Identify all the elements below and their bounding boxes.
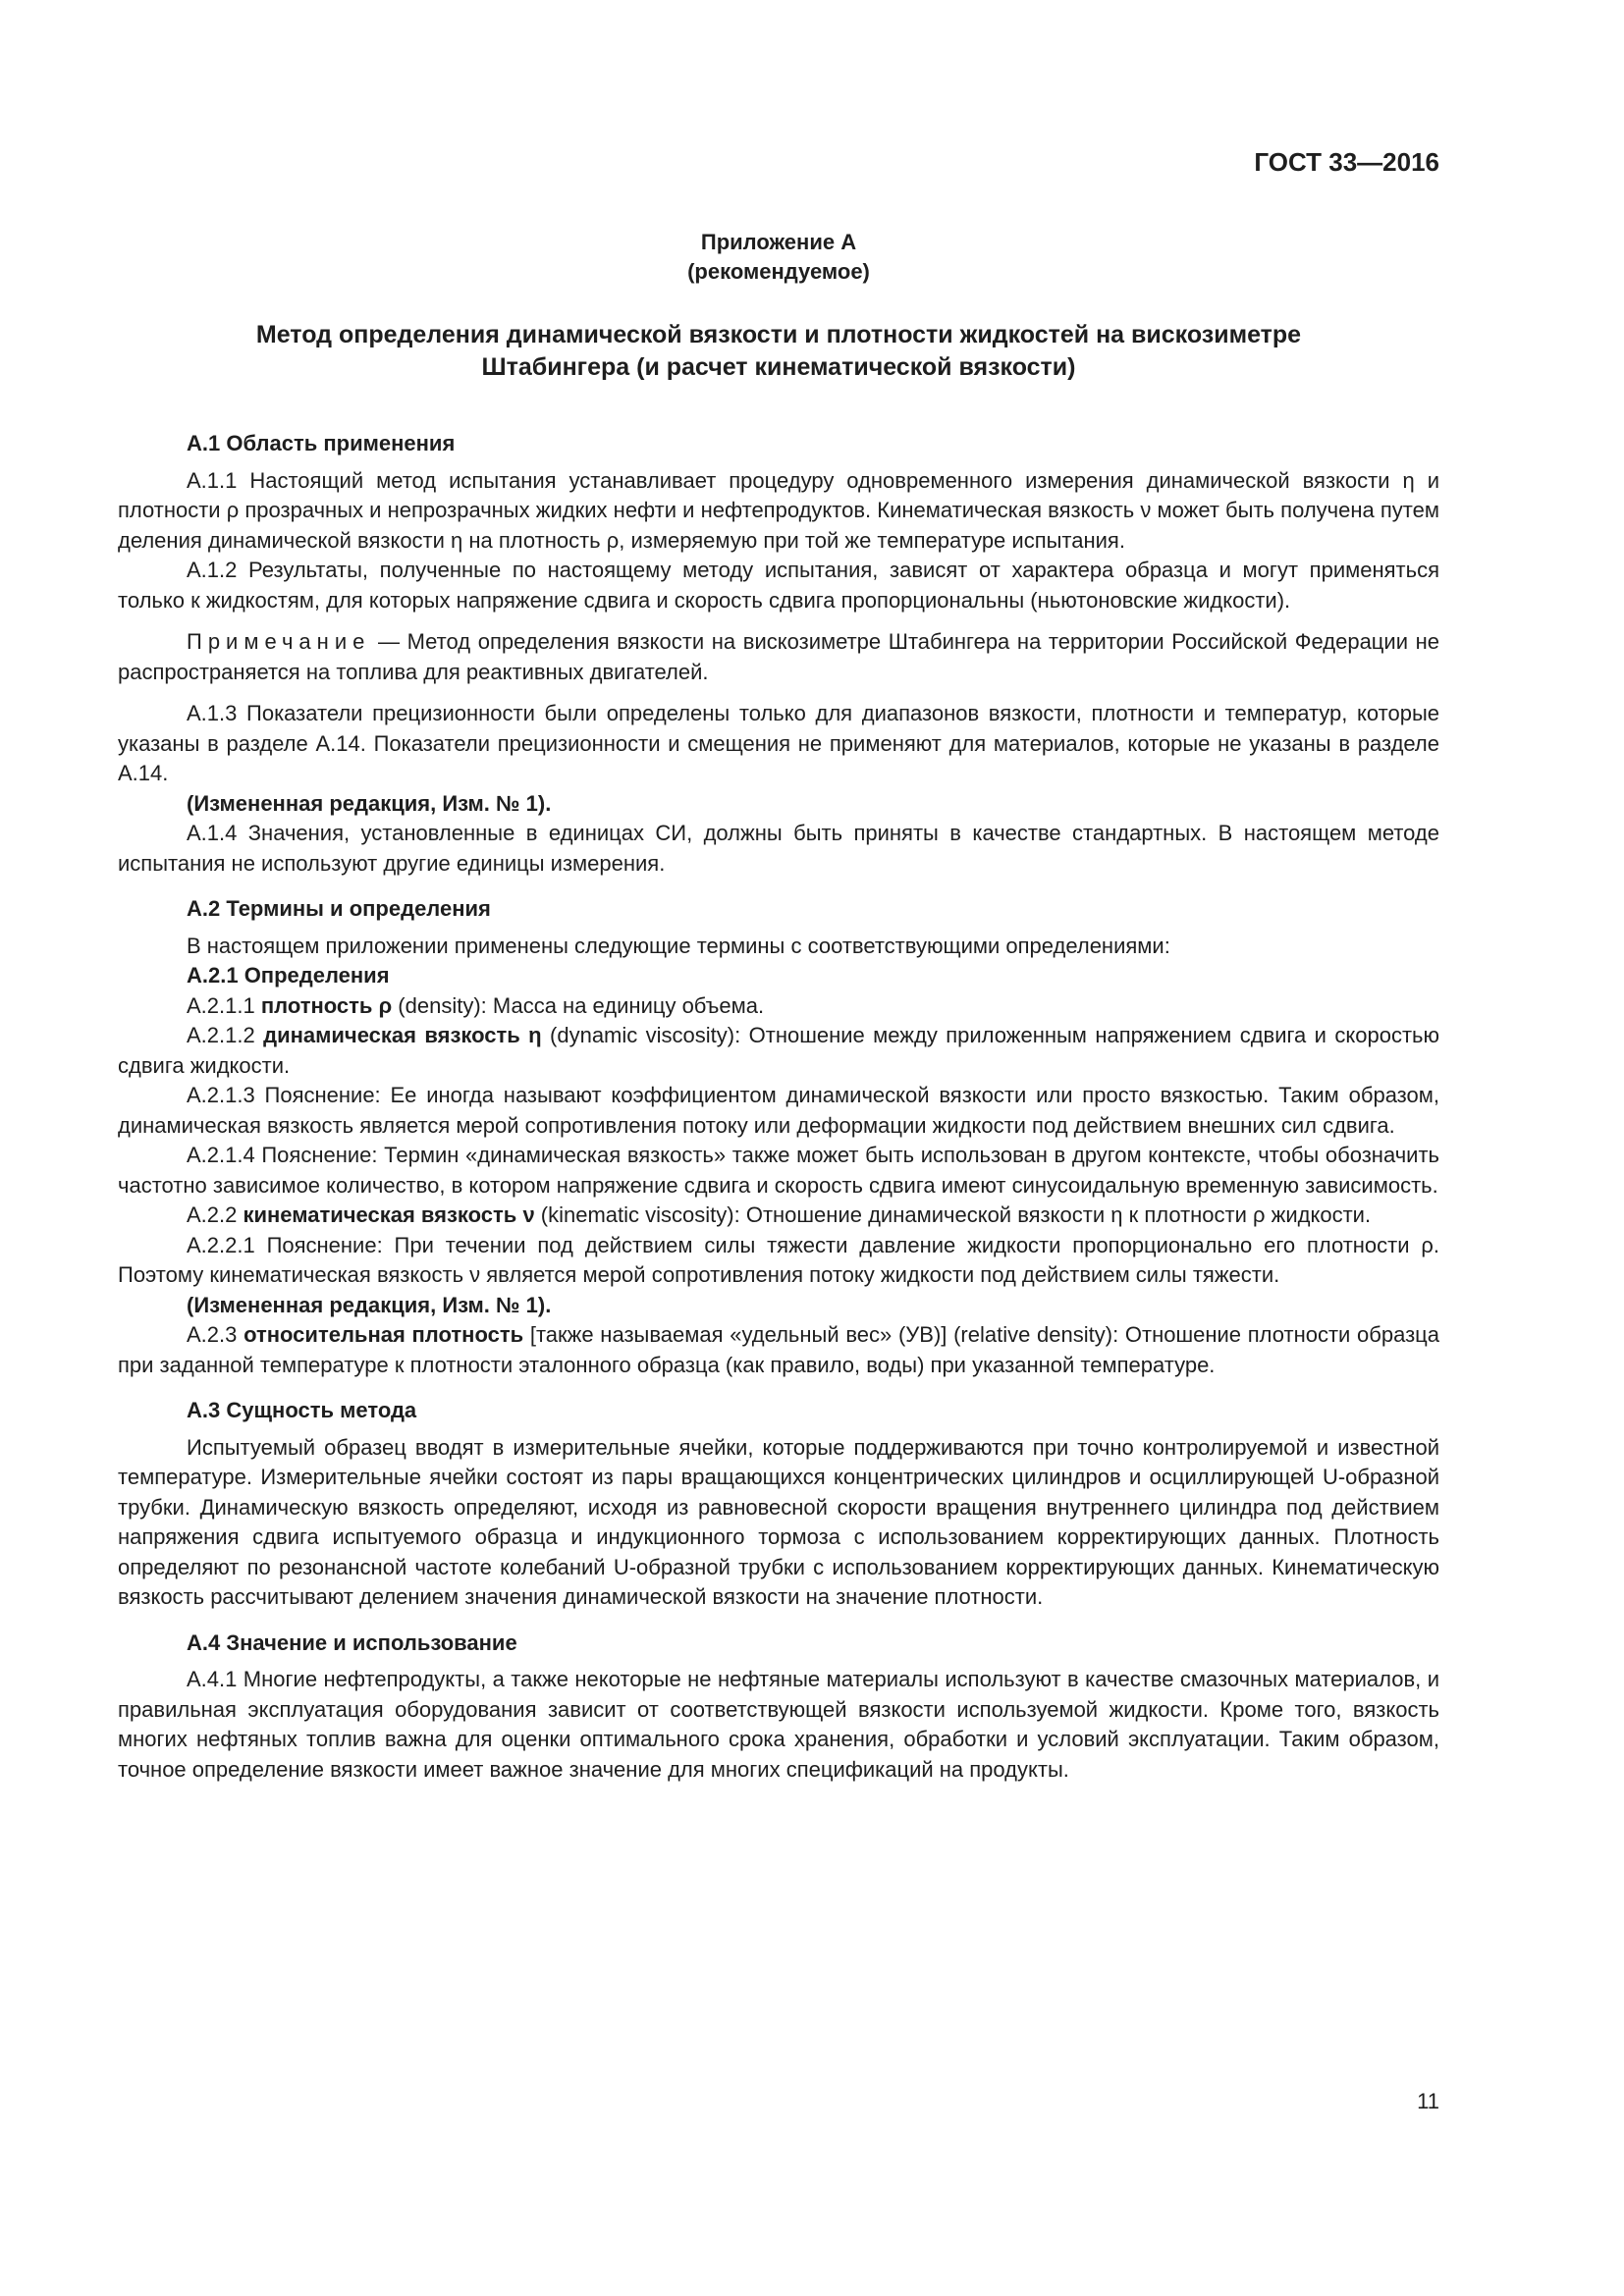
section-heading: А.1 Область применения [187,431,456,455]
definition-term: кинематическая вязкость ν [243,1202,535,1227]
appendix-title: Приложение А [700,230,857,254]
document-code: ГОСТ 33—2016 [1254,147,1439,177]
amendment-text: (Измененная редакция, Изм. № 1). [187,790,552,816]
paragraph: А.2.2.1 Пояснение: При течении под действием силы тяжести давление жидкости пропорционально его плотности ρ. Поэтому кинематическая вязкость ν является мерой сопротивления потоку жидкости под действием силы тяжести. [118,1232,1439,1287]
section-heading: А.4 Значение и использование [187,1629,517,1655]
paragraph: А.2.1.4 Пояснение: Термин «динамическая вязкость» также может быть использован в другом контексте, чтобы обозначить частотно зависимое количество, в котором напряжение сдвига и скорость сдвига имеют синусоидальную временную зависимость. [118,1143,1439,1198]
definition-number: А.2.2 [187,1202,244,1227]
definition-text: (density): Масса на единицу объема. [392,992,765,1018]
amendment-text: (Измененная редакция, Изм. № 1). [187,1292,552,1317]
definition [118,1201,1439,1231]
appendix-status: (рекомендуемое) [687,259,870,284]
section-heading: А.2 Термины и определения [187,896,491,921]
page-number: 11 [1417,2089,1439,2113]
definition-term: плотность ρ [260,992,393,1018]
paragraph: А.1.1 Настоящий метод испытания устанавливает процедуру одновременного измерения динамической вязкости η и плотности ρ прозрачных и непрозрачных жидких нефти и нефтепродуктов. Кинематическая вязкость ν может быть получена путем деления динамической вязкости η на плотность ρ, измеряемую при той же температуре испытания. [118,467,1439,553]
paragraph: В настоящем приложении применены следующие термины с соответствующими определениями: [187,933,1170,958]
definition [118,1021,1439,1081]
subsection-heading-text: А.2.1 Определения [187,963,390,988]
document-body [118,429,1439,1785]
definition-number: А.2.3 [187,1322,244,1347]
document-title [118,319,1439,384]
definition [118,1320,1439,1380]
note [118,627,1439,687]
subsection-heading [118,961,1439,991]
definition-text: [также называемая «удельный вес» (УВ)] (relative density): Отношение плотности образца при заданной температуре к плотности эталонного образца (как правило, воды) при указанной температуре. [118,1322,1440,1377]
paragraph: А.1.2 Результаты, полученные по настоящему методу испытания, зависят от характера образца и могут применяться только к жидкостям, для которых напряжение сдвига и скорость сдвига пропорциональны (ньютоновские жидкости). [118,558,1439,613]
paragraph: А.1.3 Показатели прецизионности были определены только для диапазонов вязкости, плотности и температур, которые указаны в разделе А.14. Показатели прецизионности и смещения не применяют для материалов, которые не указаны в разделе А.14. [118,701,1439,785]
note-text: — Метод определения вязкости на вискозиметре Штабингера на территории Российской Федерации не распространяется на топлива для реактивных двигателей. [118,629,1439,684]
paragraph: Испытуемый образец вводят в измерительные ячейки, которые поддерживаются при точно контролируемой и известной температуре. Измерительные ячейки состоят из пары вращающихся концентрических цилиндров и осциллирующей U-образной трубки. Динамическую вязкость определяют, исходя из равновесной скорости вращения внутреннего цилиндра под действием напряжения сдвига испытуемого образца и индукционного тормоза с использованием корректирующих данных. Плотность определяют по резонансной частоте колебаний U-образной трубки с использованием корректирующих данных. Кинематическую вязкость рассчитывают делением значения динамической вязкости на значение плотности. [118,1434,1439,1609]
paragraph: А.2.1.3 Пояснение: Ее иногда называют коэффициентом динамической вязкости или просто вязкостью. Таким образом, динамическая вязкость является мерой сопротивления потоку или деформации жидкости под действием внешних сил сдвига. [118,1083,1439,1138]
definition-term: динамическая вязкость η [263,1023,542,1047]
definition-text: (kinematic viscosity): Отношение динамической вязкости η к плотности ρ жидкости. [534,1202,1372,1227]
definition-number: А.2.1.1 [187,992,261,1018]
amendment-note [118,789,1439,820]
definition-number: А.2.1.2 [187,1023,264,1047]
title-line-2: Штабингера (и расчет кинематической вязкости) [481,353,1076,381]
definition [118,991,1439,1022]
paragraph: А.4.1 Многие нефтепродукты, а также некоторые не нефтяные материалы используют в качестве смазочных материалов, и правильная эксплуатация оборудования зависит от соответствующей вязкости используемой жидкости. Кроме того, вязкость многих нефтяных топлив важна для оценки оптимального срока хранения, обработки и условий эксплуатации. Таким образом, точное определение вязкости имеет важное значение для многих спецификаций на продукты. [118,1667,1439,1782]
note-label: Примечание [187,629,371,654]
appendix-header [118,228,1439,287]
title-line-1: Метод определения динамической вязкости и плотности жидкостей на вискозиметре [255,321,1302,348]
definition-text: (dynamic viscosity): Отношение между приложенным напряжением сдвига и скоростью сдвига жидкости. [118,1023,1439,1078]
definition-term: относительная плотность [244,1322,524,1347]
paragraph: А.1.4 Значения, установленные в единицах СИ, должны быть приняты в качестве стандартных. В настоящем методе испытания не используют другие единицы измерения. [118,821,1439,876]
amendment-note [118,1291,1439,1321]
section-heading: А.3 Сущность метода [187,1398,417,1422]
